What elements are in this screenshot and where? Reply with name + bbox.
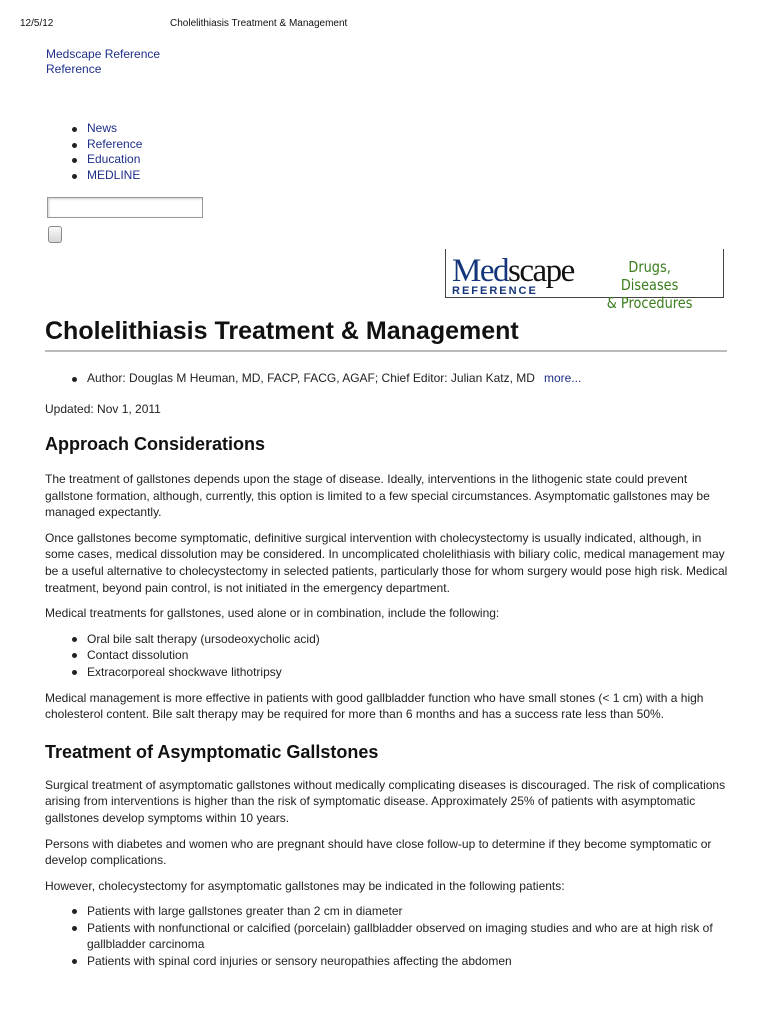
treatment-list bbox=[45, 631, 729, 681]
logo-tagline-line2: & Procedures bbox=[606, 294, 693, 312]
logo-brand-med: Med bbox=[452, 253, 508, 289]
menu-item-medline bbox=[70, 168, 142, 184]
menu-link-reference[interactable]: Reference bbox=[87, 136, 143, 151]
more-authors-link[interactable]: more... bbox=[543, 371, 582, 385]
search-input[interactable] bbox=[47, 197, 203, 218]
print-date: 12/5/12 bbox=[20, 18, 54, 29]
reference-link[interactable]: Reference bbox=[46, 62, 102, 76]
paragraph: However, cholecystectomy for asymptomatic gallstones may be indicated in the following patients: bbox=[45, 878, 565, 893]
logo-brand bbox=[452, 255, 574, 288]
paragraph: Persons with diabetes and women who are pregnant should have close follow-up to determine if they become symptomatic or develop complications. bbox=[45, 836, 712, 868]
logo-brand-scape: scape bbox=[508, 253, 574, 289]
menu-item-education bbox=[70, 152, 142, 168]
menu-link-news[interactable]: News bbox=[87, 121, 118, 135]
indication-list bbox=[45, 903, 729, 969]
paragraph: Medical management is more effective in patients with good gallbladder function who have small stones (< 1 cm) with a high cholesterol content. Bile salt therapy may be required for more than 6 months and has a success rate less than 50%. bbox=[45, 690, 704, 722]
title-divider bbox=[45, 350, 727, 352]
section-heading-approach: Approach Considerations bbox=[45, 434, 266, 454]
author-text: Author: Douglas M Heuman, MD, FACP, FACG, AGAF; Chief Editor: Julian Katz, MD bbox=[87, 371, 535, 385]
author-list bbox=[70, 371, 581, 385]
logo-reference-label: REFERENCE bbox=[452, 285, 538, 297]
paragraph: The treatment of gallstones depends upon the stage of disease. Ideally, interventions in the lithogenic state could prevent gallstone formation, although, currently, this option is limited to a few special circumstances. Asymptomatic gallstones may be managed expectantly. bbox=[45, 472, 710, 520]
list-item: Extracorporeal shockwave lithotripsy bbox=[70, 664, 729, 681]
list-item: Oral bile salt therapy (ursodeoxycholic acid) bbox=[70, 631, 729, 648]
main-menu bbox=[70, 121, 142, 183]
menu-link-medline[interactable]: MEDLINE bbox=[87, 167, 141, 182]
menu-item-reference bbox=[70, 137, 142, 153]
paragraph: Medical treatments for gallstones, used alone or in combination, include the following: bbox=[45, 606, 500, 621]
section-heading-asymptomatic: Treatment of Asymptomatic Gallstones bbox=[45, 741, 379, 762]
menu-item-news bbox=[70, 121, 142, 137]
medscape-reference-logo[interactable] bbox=[445, 249, 724, 312]
list-item: Patients with large gallstones greater than 2 cm in diameter bbox=[70, 903, 729, 920]
logo-tagline-line1: Drugs, Diseases bbox=[620, 258, 679, 294]
list-item: Patients with spinal cord injuries or sensory neuropathies affecting the abdomen bbox=[70, 953, 729, 970]
top-nav bbox=[46, 47, 160, 77]
list-item: Patients with nonfunctional or calcified (porcelain) gallbladder observed on imaging studies and who are at high risk of gallbladder carcinoma bbox=[70, 920, 729, 953]
list-item: Contact dissolution bbox=[70, 647, 729, 664]
article-content bbox=[45, 433, 729, 979]
logo-tagline bbox=[598, 258, 701, 312]
updated-date: Updated: Nov 1, 2011 bbox=[45, 402, 161, 416]
paragraph: Once gallstones become symptomatic, definitive surgical intervention with cholecystectomy is usually indicated, although, in some cases, medical dissolution may be considered. In uncomplicated cholelithiasis with biliary colic, medical management may be a useful alternative to cholecystectomy in selected patients, particularly those for whom surgery would pose high risk. Medical treatment, beyond pain control, is not initiated in the emergency department. bbox=[45, 530, 728, 595]
print-doc-title: Cholelithiasis Treatment & Management bbox=[170, 18, 348, 29]
search-button[interactable] bbox=[48, 226, 62, 243]
menu-link-education[interactable]: Education bbox=[87, 152, 141, 166]
print-header bbox=[20, 18, 348, 29]
paragraph: Surgical treatment of asymptomatic gallstones without medically complicating diseases is discouraged. The risk of complications arising from interventions is higher than the risk of symptomatic disease. Approximately 25% of patients with asymptomatic gallstones develop symptoms within 10 years. bbox=[45, 777, 726, 825]
page-title: Cholelithiasis Treatment & Management bbox=[45, 317, 519, 345]
medscape-reference-link[interactable]: Medscape Reference bbox=[46, 47, 161, 61]
author-item bbox=[70, 371, 581, 385]
